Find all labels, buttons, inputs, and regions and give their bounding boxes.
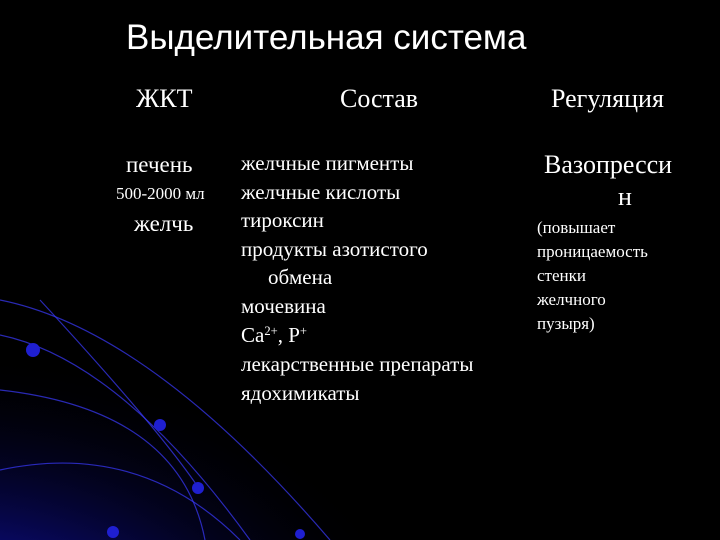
hormone-name-line2: н <box>618 182 632 211</box>
phosphorus-symbol: P <box>288 323 300 347</box>
ion-separator: , <box>277 323 289 347</box>
regulation-note-line: стенки <box>537 266 586 285</box>
composition-ions <box>241 323 307 348</box>
hormone-name-line1: Вазопресси <box>544 150 673 179</box>
composition-item: тироксин <box>241 208 324 232</box>
composition-item: лекарственные препараты <box>241 352 474 376</box>
organ-liver: печень <box>126 152 193 177</box>
secretion-bile: желчь <box>134 211 194 236</box>
bile-volume: 500-2000 мл <box>116 184 205 203</box>
phosphorus-charge: + <box>299 324 308 339</box>
regulation-note-line: желчного <box>537 290 606 309</box>
header-composition: Состав <box>340 84 419 113</box>
composition-item: желчные пигменты <box>241 151 414 175</box>
composition-item: ядохимикаты <box>241 381 360 405</box>
composition-item: желчные кислоты <box>241 180 401 204</box>
regulation-note-line: проницаемость <box>537 242 648 261</box>
calcium-symbol: Ca <box>241 323 265 347</box>
header-gi-tract: ЖКТ <box>136 84 193 113</box>
calcium-charge: 2+ <box>264 324 278 339</box>
regulation-note-line: (повышает <box>537 218 616 237</box>
slide-title: Выделительная система <box>126 18 527 57</box>
composition-item: продукты азотистого <box>241 237 428 261</box>
header-regulation: Регуляция <box>551 84 664 113</box>
regulation-note-line: пузыря) <box>537 314 595 333</box>
composition-item: мочевина <box>241 294 326 318</box>
composition-item: обмена <box>268 265 333 289</box>
